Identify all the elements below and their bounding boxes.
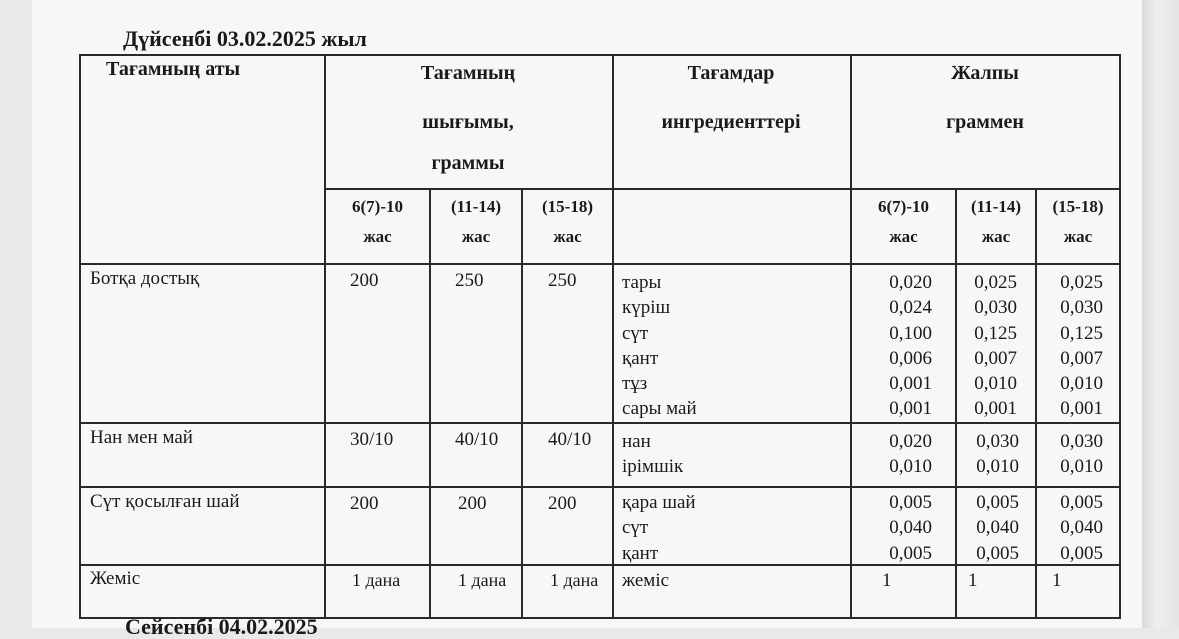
column-divider: [612, 54, 614, 619]
grams-list: [957, 490, 1019, 566]
ingredient: тұз: [622, 373, 648, 395]
age-group-unit: жас: [1063, 227, 1093, 246]
grams-list: [860, 490, 932, 566]
grams-value: 0,040: [976, 517, 1019, 539]
dish-name: Сүт қосылған шай: [90, 491, 240, 512]
ingredient: сүт: [622, 322, 649, 344]
grams-value: 0,005: [1060, 492, 1103, 513]
grams-value: 0,125: [974, 322, 1017, 344]
header-ingredients-line: ингредиенттері: [661, 111, 801, 133]
grams-list: [957, 429, 1019, 480]
ingredient: қант: [622, 347, 659, 369]
grams-value: 0,024: [889, 297, 932, 319]
header-divider: [324, 188, 1120, 190]
grams-value: 0,005: [976, 542, 1019, 564]
age-group-header: [326, 192, 429, 252]
age-group-range: 6(7)-10: [352, 197, 403, 216]
output-value: 200: [458, 493, 487, 514]
table-border-right: [1119, 54, 1121, 619]
grams-value: 0,010: [1060, 456, 1103, 478]
grams-value: 0,005: [1060, 542, 1103, 564]
grams-value: 0,001: [889, 373, 932, 395]
output-value: 200: [548, 493, 577, 514]
ingredient: сүт: [622, 517, 649, 539]
output-value: 250: [455, 270, 484, 291]
ingredient: күріш: [622, 297, 671, 319]
output-value: 200: [350, 270, 379, 291]
header-output-line: граммы: [431, 152, 505, 174]
ingredient: қант: [622, 542, 659, 564]
grams-value: 0,030: [976, 431, 1019, 452]
grams-value: 0,001: [974, 398, 1017, 420]
grams-value: 0,005: [976, 492, 1019, 513]
ingredient: ірімшік: [622, 456, 684, 478]
output-value: 40/10: [455, 429, 499, 450]
age-group-header: [1037, 192, 1119, 252]
grams-value: 0,030: [1060, 431, 1103, 452]
grams-value: 0,010: [976, 456, 1019, 478]
output-value: 40/10: [548, 429, 592, 450]
grams-list: [1037, 429, 1103, 480]
column-divider: [429, 188, 431, 619]
age-group-range: (15-18): [542, 197, 593, 216]
grams-value: 0,040: [889, 517, 932, 539]
page-edge: [1142, 0, 1179, 628]
age-group-unit: жас: [363, 227, 392, 246]
age-group-range: (11-14): [970, 197, 1022, 216]
ingredient: қара шай: [622, 492, 696, 513]
grams-value: 0,007: [1060, 347, 1103, 369]
age-group-range: (15-18): [1052, 197, 1104, 216]
output-value: 1 дана: [550, 570, 599, 590]
ingredient: нан: [622, 431, 651, 452]
ingredient-list: [622, 490, 696, 566]
age-group-header: [957, 192, 1035, 252]
grams-value: 1: [968, 570, 978, 591]
header-bottom-line: [80, 263, 1120, 265]
grams-list: [1037, 270, 1103, 422]
age-group-unit: жас: [553, 227, 582, 246]
grams-list: [860, 429, 932, 480]
header-total-line: Жалпы: [951, 62, 1019, 84]
age-group-header: [852, 192, 955, 252]
grams-value: 0,025: [974, 272, 1017, 293]
ingredient: тары: [622, 272, 662, 293]
grams-value: 0,040: [1060, 517, 1103, 539]
dish-name: Жеміс: [90, 568, 141, 589]
grams-list: [957, 270, 1017, 422]
output-value: 1 дана: [352, 570, 401, 590]
grams-value: 0,005: [889, 542, 932, 564]
dish-name: Ботқа достық: [90, 268, 200, 289]
grams-list: [860, 270, 932, 422]
grams-value: 0,020: [889, 431, 932, 452]
grams-value: 0,025: [1060, 272, 1103, 293]
row-divider: [80, 422, 1120, 424]
age-group-unit: жас: [889, 227, 918, 246]
column-divider: [850, 54, 852, 619]
dish-name: Нан мен май: [90, 427, 193, 448]
grams-value: 0,030: [974, 297, 1017, 319]
age-group-header: [523, 192, 612, 252]
grams-value: 0,006: [889, 347, 932, 369]
table-border-top: [80, 54, 1120, 56]
grams-value: 0,125: [1060, 322, 1103, 344]
ingredient: сары май: [622, 398, 697, 420]
table-border-left: [79, 54, 81, 619]
grams-value: 1: [1052, 570, 1062, 591]
grams-value: 0,010: [974, 373, 1017, 395]
header-dish-name: Тағамның аты: [106, 58, 241, 80]
ingredient-list: [622, 270, 697, 422]
grams-value: 0,030: [1060, 297, 1103, 319]
header-output-line: Тағамның: [420, 62, 516, 84]
grams-value: 0,020: [889, 272, 932, 293]
age-group-range: 6(7)-10: [878, 197, 929, 216]
grams-value: 0,005: [889, 492, 932, 513]
header-total-line: граммен: [946, 111, 1024, 133]
grams-value: 1: [882, 570, 892, 591]
header-output-line: шығымы,: [422, 111, 514, 133]
ingredient: жеміс: [622, 570, 670, 591]
age-group-unit: жас: [981, 227, 1011, 246]
output-value: 200: [350, 493, 379, 514]
row-divider: [80, 486, 1120, 488]
age-group-unit: жас: [461, 227, 491, 246]
grams-value: 0,007: [974, 347, 1017, 369]
grams-list: [1037, 490, 1103, 566]
column-divider: [521, 188, 523, 619]
header-ingredients-line: Тағамдар: [687, 62, 775, 84]
page-title: Дүйсенбі 03.02.2025 жыл: [123, 26, 367, 51]
grams-value: 0,001: [889, 398, 932, 420]
age-group-header: [431, 192, 521, 252]
column-divider: [324, 54, 326, 619]
output-value: 250: [548, 270, 577, 291]
grams-value: 0,010: [1060, 373, 1103, 395]
age-group-range: (11-14): [450, 197, 502, 216]
grams-value: 0,010: [889, 456, 932, 478]
next-day-title: Сейсенбі 04.02.2025: [125, 614, 318, 639]
output-value: 30/10: [350, 429, 394, 450]
grams-value: 0,001: [1060, 398, 1103, 420]
ingredient-list: [622, 429, 683, 480]
grams-value: 0,100: [889, 322, 932, 344]
output-value: 1 дана: [458, 570, 507, 590]
